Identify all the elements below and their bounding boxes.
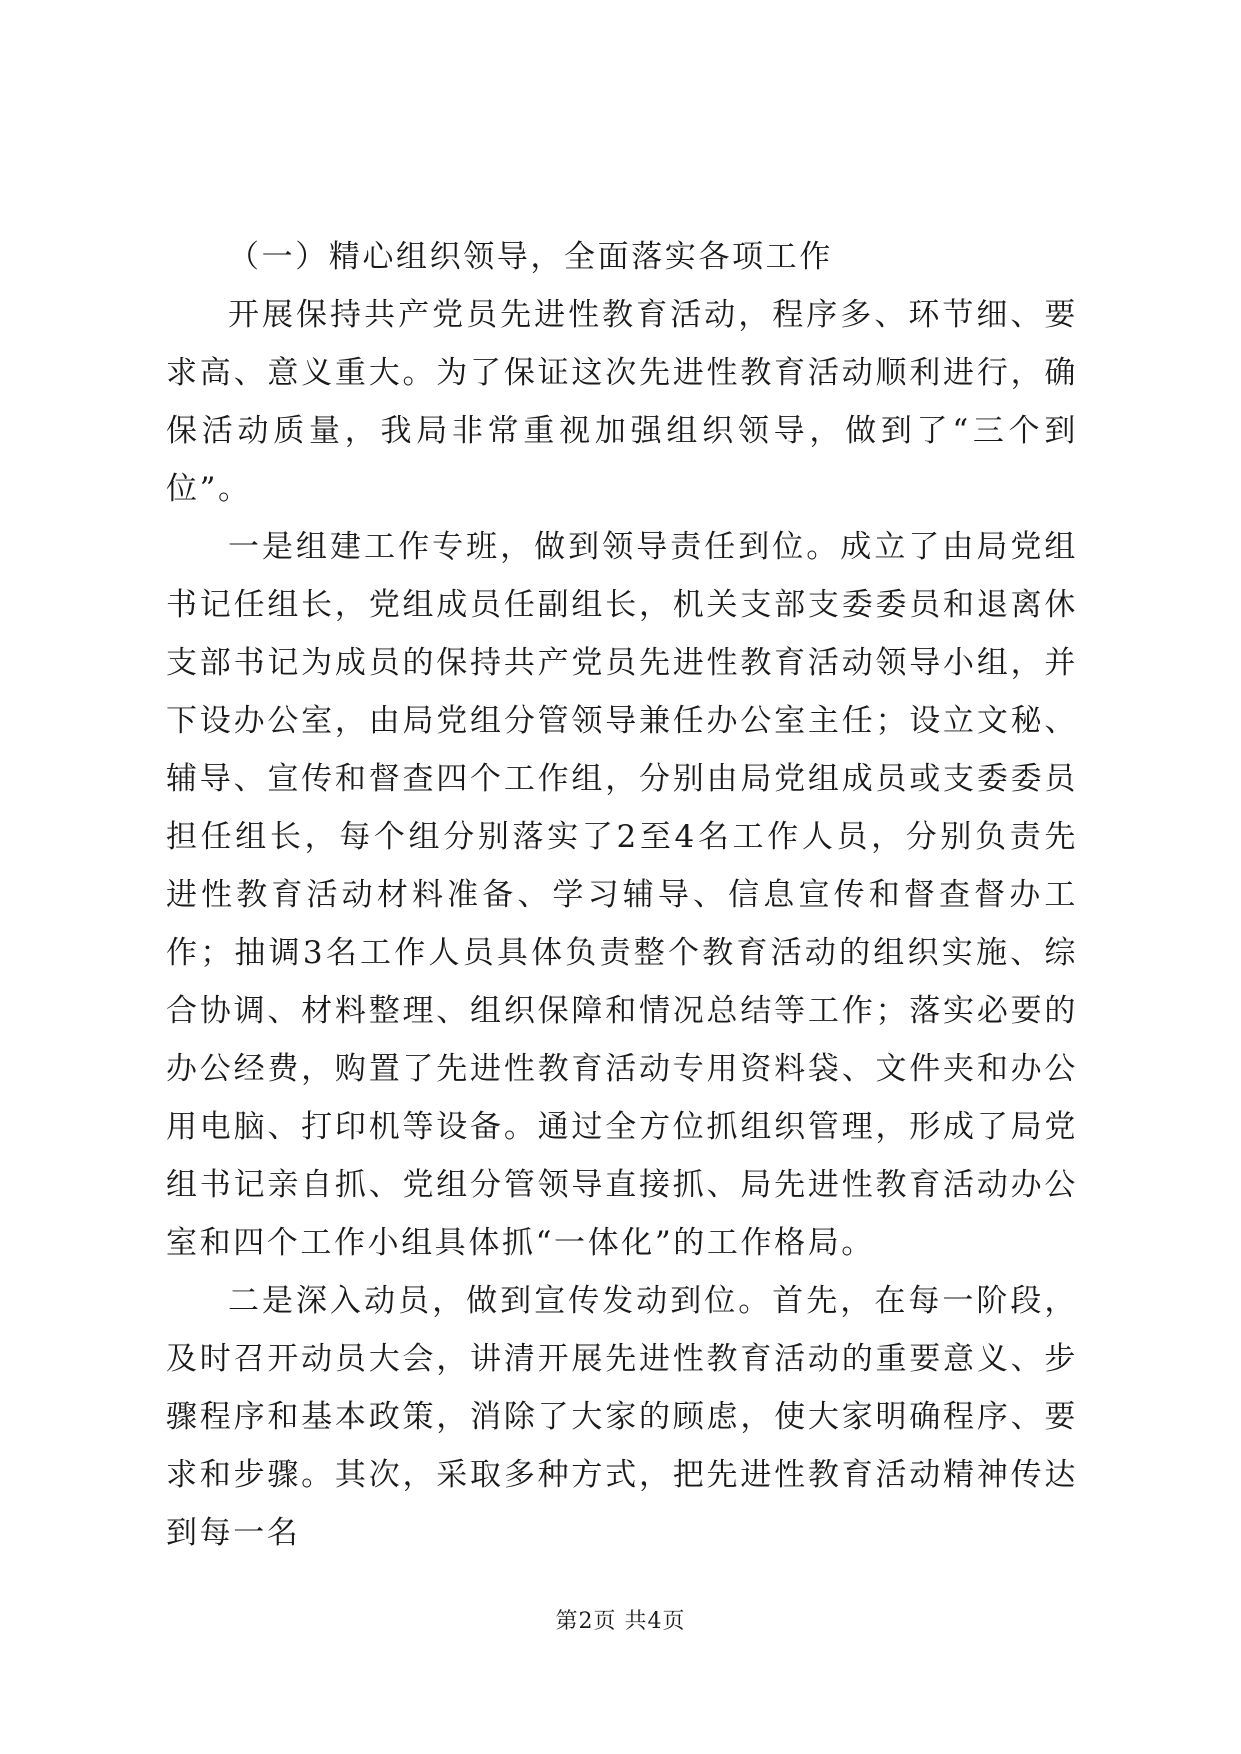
document-body	[166, 228, 1078, 1562]
page-footer: 第2页 共4页	[555, 1609, 686, 1634]
paragraph-organization: 一是组建工作专班，做到领导责任到位。成立了由局党组书记任组长，党组成员任副组长，机关支部支委委员和退离休支部书记为成员的保持共产党员先进性教育活动领导小组，并下设办公室，由局党组分管领导兼任办公室主任；设立文秘、辅导、宣传和督查四个工作组，分别由局党组成员或支委委员担任组长，每个组分别落实了2至4名工作人员，分别负责先进性教育活动材料准备、学习辅导、信息宣传和督查督办工作；抽调3名工作人员具体负责整个教育活动的组织实施、综合协调、材料整理、组织保障和情况总结等工作；落实必要的办公经费，购置了先进性教育活动专用资料袋、文件夹和办公用电脑、打印机等设备。通过全方位抓组织管理，形成了局党组书记亲自抓、党组分管领导直接抓、局先进性教育活动办公室和四个工作小组具体抓“一体化”的工作格局。	[166, 529, 1078, 1261]
section-heading: （一）精心组织领导，全面落实各项工作	[228, 239, 833, 275]
paragraph-mobilization: 二是深入动员，做到宣传发动到位。首先，在每一阶段，及时召开动员大会，讲清开展先进性教育活动的重要意义、步骤程序和基本政策，消除了大家的顾虑，使大家明确程序、要求和步骤。其次，采取多种方式，把先进性教育活动精神传达到每一名	[166, 1283, 1078, 1551]
paragraph-intro: 开展保持共产党员先进性教育活动，程序多、环节细、要求高、意义重大。为了保证这次先进性教育活动顺利进行，确保活动质量，我局非常重视加强组织领导，做到了“三个到位”。	[166, 297, 1078, 507]
